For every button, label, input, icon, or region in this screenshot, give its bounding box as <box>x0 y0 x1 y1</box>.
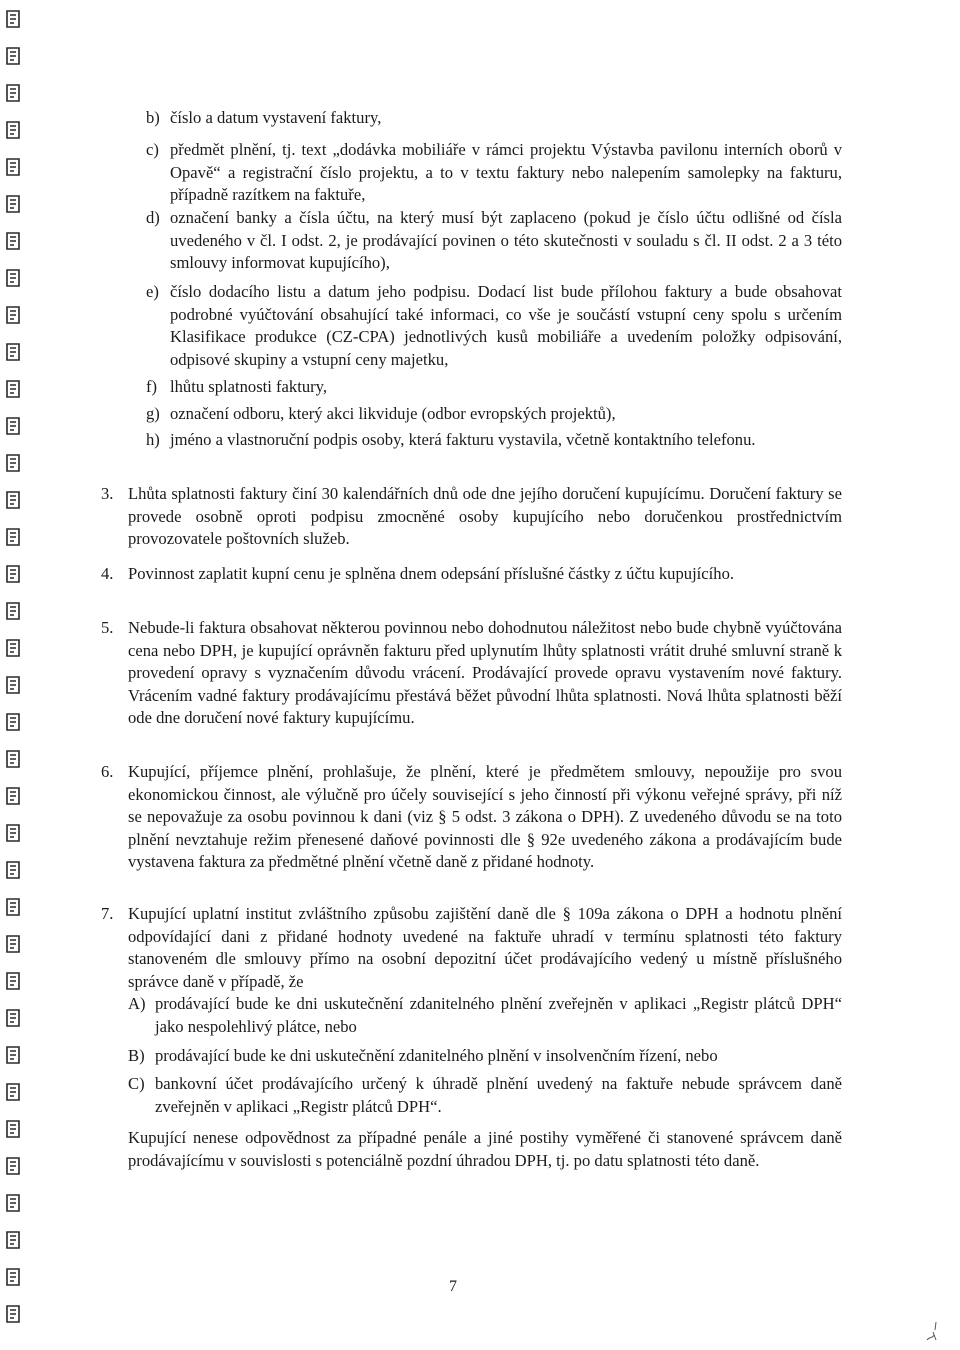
paragraph-number: 4. <box>101 564 114 583</box>
binding-stamp-icon <box>4 785 22 807</box>
binding-stamp-icon <box>4 526 22 548</box>
page-number: 7 <box>449 1278 457 1295</box>
binding-stamp-icon <box>4 45 22 67</box>
handwritten-mark-icon <box>924 1318 944 1344</box>
list-item-c <box>146 139 842 207</box>
paragraph-number: 3. <box>101 484 114 503</box>
list-item-g <box>146 403 842 426</box>
condition-item-c <box>128 1073 842 1118</box>
list-item-e <box>146 281 842 371</box>
binding-stamp-icon <box>4 674 22 696</box>
binding-stamp-icon <box>4 859 22 881</box>
binding-stamp-icon <box>4 230 22 252</box>
condition-item-a <box>128 993 842 1038</box>
binding-stamp-icon <box>4 341 22 363</box>
binding-stamp-icon <box>4 119 22 141</box>
condition-label: C) <box>128 1074 145 1093</box>
binding-stamp-icon <box>4 1044 22 1066</box>
condition-label: B) <box>128 1046 145 1065</box>
condition-item-b <box>128 1045 842 1068</box>
paragraph-text: Kupující, příjemce plnění, prohlašuje, že plnění, které je předmětem smlouvy, nepoužije pro svou ekonomickou činnost, ale výlučně pro účely související s jeho činností při výkonu veřejné správy, při níž se nepovažuje za osobu povinnou k dani (viz § 5 odst. 3 zákona o DPH). Z uvedeného důvodu se na toto plnění nevztahuje režim přenesené daňové povinnosti dle § 92e uvedeného zákona a prodávajícím bude vystavena faktura za předmětné plnění včetně daně z přidané hodnoty. <box>128 762 842 871</box>
binding-stamp-icon <box>4 1118 22 1140</box>
condition-text: bankovní účet prodávajícího určený k úhradě plnění uvedený na faktuře nebude správcem daně zveřejněn v aplikaci „Registr plátců DPH“. <box>155 1074 842 1116</box>
binding-stamp-icon <box>4 82 22 104</box>
binding-stamp-icon <box>4 8 22 30</box>
binding-stamp-icon <box>4 1192 22 1214</box>
binding-stamp-icon <box>4 489 22 511</box>
paragraph-7 <box>101 903 842 993</box>
binding-stamp-icon <box>4 1266 22 1288</box>
paragraph-3 <box>101 483 842 551</box>
paragraph-6 <box>101 761 842 874</box>
binding-stamp-icon <box>4 1303 22 1325</box>
binding-stamp-icon <box>4 193 22 215</box>
paragraph-4 <box>101 563 842 586</box>
binding-stamp-icon <box>4 304 22 326</box>
binding-stamp-icon <box>4 711 22 733</box>
list-item-b <box>146 107 842 130</box>
list-item-f <box>146 376 842 399</box>
list-item-label: g) <box>146 404 160 423</box>
list-item-text: lhůtu splatnosti faktury, <box>170 377 328 396</box>
binding-stamp-icon <box>4 1229 22 1251</box>
list-item-label: f) <box>146 377 158 396</box>
binding-stamp-icon <box>4 1155 22 1177</box>
list-item-text: jméno a vlastnoruční podpis osoby, která fakturu vystavila, včetně kontaktního telefonu. <box>170 430 756 449</box>
list-item-label: d) <box>146 208 160 227</box>
list-item-text: číslo dodacího listu a datum jeho podpisu. Dodací list bude přílohou faktury a bude obsahovat podrobné vyúčtování obsahující také informaci, co vše je součástí vstupní ceny spolu s určením Klasifikace produkce (CZ-CPA) jednotlivých kusů mobiliáře a uvedením položky odpisování, odpisové skupiny a vstupní ceny majetku, <box>170 282 842 369</box>
binding-stamp-icon <box>4 822 22 844</box>
condition-text: prodávající bude ke dni uskutečnění zdanitelného plnění zveřejněn v aplikaci „Registr plátců DPH“ jako nespolehlivý plátce, nebo <box>155 994 842 1036</box>
paragraph-text: Lhůta splatnosti faktury činí 30 kalendářních dnů ode dne jejího doručení kupujícímu. Doručení faktury se provede osobně oproti podpisu zmocněné osoby kupujícího nebo doručenkou prostřednictvím provozovatele poštovních služeb. <box>128 484 842 548</box>
list-item-label: c) <box>146 140 159 159</box>
closing-paragraph: Kupující nenese odpovědnost za případné penále a jiné postihy vyměřené či stanovené správcem daně prodávajícímu v souvislosti s potenciálně pozdní úhradou DPH, tj. po datu splatnosti této daně. <box>128 1128 842 1170</box>
binding-stamp-icon <box>4 970 22 992</box>
binding-stamp-icon <box>4 637 22 659</box>
binding-stamp-icon <box>4 267 22 289</box>
binding-stamp-icon <box>4 1007 22 1029</box>
binding-stamp-icon <box>4 896 22 918</box>
binding-stamp-icon <box>4 933 22 955</box>
list-item-text: číslo a datum vystavení faktury, <box>170 108 382 127</box>
binding-stamp-icon <box>4 415 22 437</box>
binding-stamp-icon <box>4 378 22 400</box>
condition-text: prodávající bude ke dni uskutečnění zdanitelného plnění v insolvenčním řízení, nebo <box>155 1046 718 1065</box>
binding-stamp-icon <box>4 563 22 585</box>
list-item-label: h) <box>146 430 160 449</box>
paragraph-number: 6. <box>101 762 114 781</box>
binding-stamp-icon <box>4 452 22 474</box>
list-item-d <box>146 207 842 275</box>
binding-stamp-column <box>0 0 34 1350</box>
list-item-text: označení banky a čísla účtu, na který musí být zaplaceno (pokud je číslo účtu odlišné od čísla uvedeného v čl. I odst. 2, je prodávající povinen o této skutečnosti v souladu s čl. II odst. 2 a 3 této smlouvy informovat kupujícího), <box>170 208 842 272</box>
list-item-label: e) <box>146 282 159 301</box>
list-item-text: předmět plnění, tj. text „dodávka mobiliáře v rámci projektu Výstavba pavilonu interních oborů v Opavě“ a registrační číslo projektu, a to v textu faktury nebo nalepením samolepky na fakturu, případně razítkem na faktuře, <box>170 140 842 204</box>
condition-label: A) <box>128 994 146 1013</box>
binding-stamp-icon <box>4 748 22 770</box>
list-item-text: označení odboru, který akci likviduje (odbor evropských projektů), <box>170 404 616 423</box>
binding-stamp-icon <box>4 1081 22 1103</box>
paragraph-number: 7. <box>101 904 114 923</box>
binding-stamp-icon <box>4 156 22 178</box>
paragraph-5 <box>101 617 842 730</box>
paragraph-text: Kupující uplatní institut zvláštního způsobu zajištění daně dle § 109a zákona o DPH a hodnotu plnění odpovídající dani z přidané hodnoty uvedené na faktuře uhradí v termínu splatnosti této faktury stanoveném dle smlouvy přímo na osobní depozitní účet prodávajícího vedený u místně příslušného správce daně v případě, že <box>128 904 842 991</box>
list-item-label: b) <box>146 108 160 127</box>
paragraph-text: Povinnost zaplatit kupní cenu je splněna dnem odepsání příslušné částky z účtu kupujícího. <box>128 564 735 583</box>
binding-stamp-icon <box>4 600 22 622</box>
paragraph-text: Nebude-li faktura obsahovat některou povinnou nebo dohodnutou náležitost nebo bude chybně vyúčtována cena nebo DPH, je kupující oprávněn fakturu před uplynutím lhůty splatnosti vrátit druhé smluvní straně k provedení opravy s vyznačením důvodu vrácení. Prodávající provede opravu vystavením nové faktury. Vrácením vadné faktury prodávajícímu přestává běžet původní lhůta splatnosti. Nová lhůta splatnosti běží ode dne doručení nové faktury kupujícímu. <box>128 618 842 727</box>
paragraph-number: 5. <box>101 618 114 637</box>
list-item-h <box>146 429 842 452</box>
